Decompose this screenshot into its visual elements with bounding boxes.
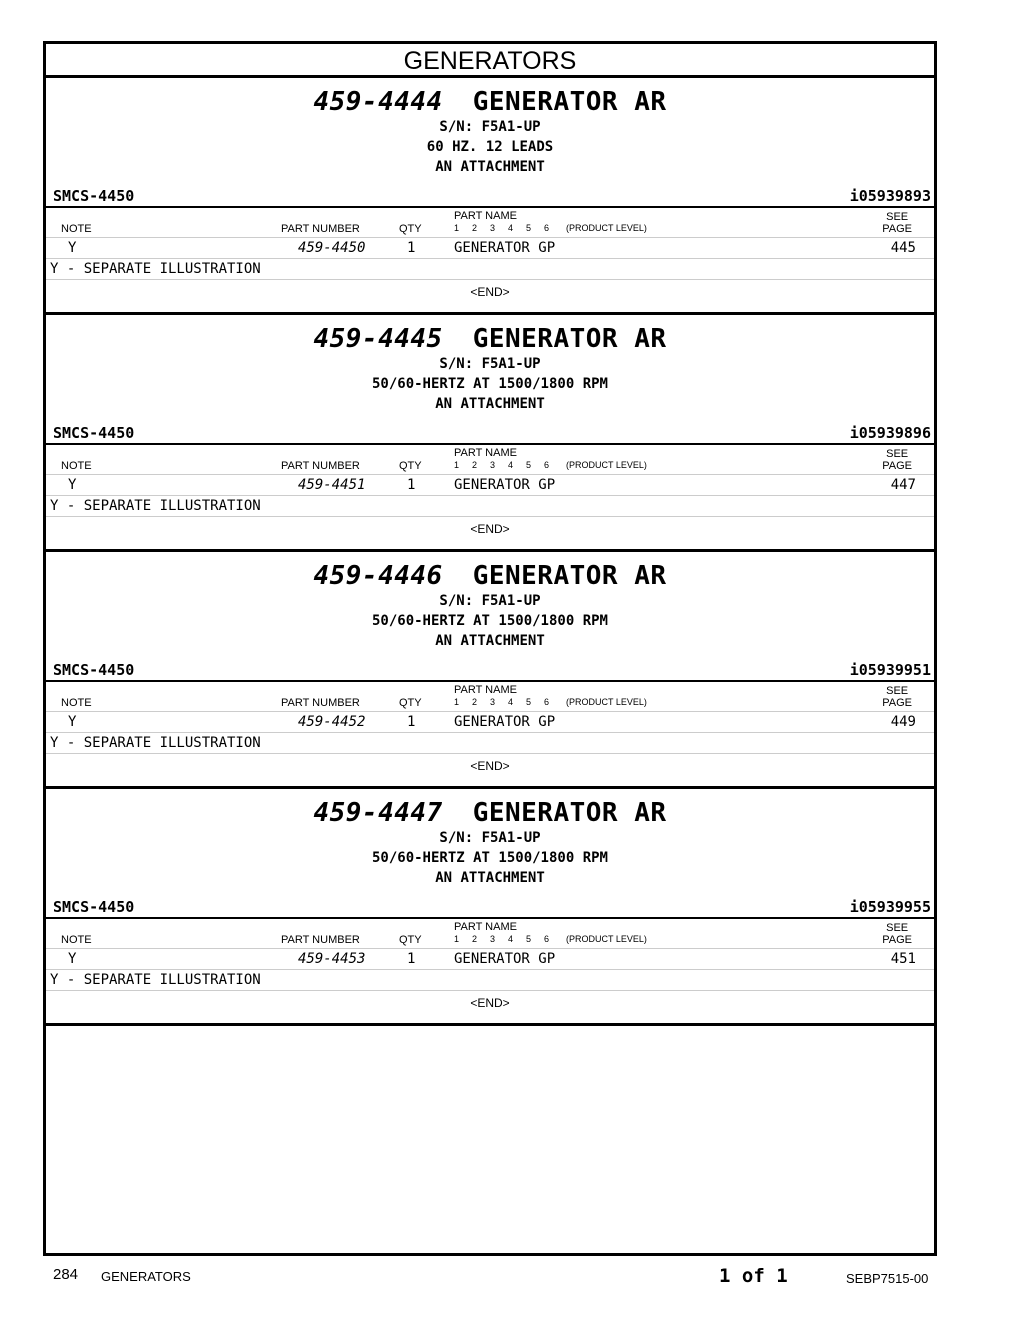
section-end-marker: <END> bbox=[470, 522, 510, 536]
level-1: 1 bbox=[454, 697, 460, 707]
smcs-code: SMCS-4450 bbox=[53, 661, 135, 679]
parts-section bbox=[46, 315, 934, 552]
level-4: 4 bbox=[508, 223, 514, 233]
level-1: 1 bbox=[454, 223, 460, 233]
serial-number-range: S/N: F5A1-UP bbox=[439, 830, 541, 846]
row-part-name: GENERATOR GP bbox=[454, 951, 556, 967]
col-header-qty: QTY bbox=[399, 223, 422, 235]
level-2: 2 bbox=[472, 697, 478, 707]
section-title bbox=[46, 86, 934, 118]
see-label: SEE bbox=[886, 448, 909, 460]
page-label: PAGE bbox=[882, 934, 912, 946]
header-divider bbox=[46, 917, 934, 919]
parts-section bbox=[46, 789, 934, 1026]
level-3: 3 bbox=[490, 460, 496, 470]
section-footnote: Y - SEPARATE ILLUSTRATION bbox=[50, 735, 261, 751]
level-3: 3 bbox=[490, 934, 496, 944]
arrangement-part-number[interactable]: 459-4446 bbox=[313, 561, 443, 591]
header-divider bbox=[46, 680, 934, 682]
row-part-name: GENERATOR GP bbox=[454, 240, 556, 256]
row-part-number[interactable]: 459-4453 bbox=[298, 951, 366, 967]
section-footnote: Y - SEPARATE ILLUSTRATION bbox=[50, 972, 261, 988]
level-5: 5 bbox=[526, 934, 532, 944]
level-2: 2 bbox=[472, 460, 478, 470]
level-4: 4 bbox=[508, 697, 514, 707]
level-6: 6 bbox=[544, 223, 550, 233]
row-see-page[interactable]: 449 bbox=[890, 714, 916, 730]
level-2: 2 bbox=[472, 223, 478, 233]
level-3: 3 bbox=[490, 697, 496, 707]
arrangement-part-number[interactable]: 459-4444 bbox=[313, 87, 443, 117]
level-1: 1 bbox=[454, 934, 460, 944]
level-1: 1 bbox=[454, 460, 460, 470]
level-5: 5 bbox=[526, 697, 532, 707]
see-label: SEE bbox=[886, 922, 909, 934]
product-level-label: (PRODUCT LEVEL) bbox=[566, 223, 647, 233]
smcs-code: SMCS-4450 bbox=[53, 187, 135, 205]
col-header-levels bbox=[454, 459, 647, 471]
row-qty: 1 bbox=[407, 951, 416, 967]
product-level-label: (PRODUCT LEVEL) bbox=[566, 697, 647, 707]
level-4: 4 bbox=[508, 934, 514, 944]
col-header-levels bbox=[454, 696, 647, 708]
row-note: Y bbox=[68, 240, 77, 256]
row-divider bbox=[46, 279, 934, 280]
section-description: 50/60-HERTZ AT 1500/1800 RPM bbox=[371, 376, 608, 392]
row-part-number[interactable]: 459-4452 bbox=[298, 714, 366, 730]
col-header-note: NOTE bbox=[61, 223, 92, 235]
arrangement-part-number[interactable]: 459-4447 bbox=[313, 798, 443, 828]
col-header-part-name: PART NAME bbox=[454, 684, 517, 696]
page-label: PAGE bbox=[882, 460, 912, 472]
level-6: 6 bbox=[544, 460, 550, 470]
row-qty: 1 bbox=[407, 240, 416, 256]
footer-doc-id: SEBP7515-00 bbox=[846, 1271, 929, 1286]
illustration-id: i05939896 bbox=[849, 424, 931, 442]
section-end-marker: <END> bbox=[470, 759, 510, 773]
col-header-part-number: PART NUMBER bbox=[281, 460, 360, 472]
col-header-see-page bbox=[882, 922, 912, 946]
footer-page-number: 284 bbox=[53, 1266, 79, 1283]
serial-number-range: S/N: F5A1-UP bbox=[439, 356, 541, 372]
col-header-note: NOTE bbox=[61, 697, 92, 709]
section-description: 60 HZ. 12 LEADS bbox=[426, 139, 554, 155]
row-part-number[interactable]: 459-4451 bbox=[298, 477, 366, 493]
row-see-page[interactable]: 445 bbox=[890, 240, 916, 256]
parts-section bbox=[46, 552, 934, 789]
col-header-note: NOTE bbox=[61, 934, 92, 946]
header-divider bbox=[46, 206, 934, 208]
section-type: AN ATTACHMENT bbox=[435, 159, 545, 175]
footer-section-name: GENERATORS bbox=[101, 1269, 191, 1284]
section-type: AN ATTACHMENT bbox=[435, 870, 545, 886]
row-see-page[interactable]: 451 bbox=[890, 951, 916, 967]
row-note: Y bbox=[68, 477, 77, 493]
header-divider bbox=[46, 443, 934, 445]
section-type: AN ATTACHMENT bbox=[435, 633, 545, 649]
page-label: PAGE bbox=[882, 223, 912, 235]
col-header-part-name: PART NAME bbox=[454, 447, 517, 459]
illustration-id: i05939893 bbox=[849, 187, 931, 205]
row-qty: 1 bbox=[407, 477, 416, 493]
section-footnote: Y - SEPARATE ILLUSTRATION bbox=[50, 261, 261, 277]
section-description: 50/60-HERTZ AT 1500/1800 RPM bbox=[371, 613, 608, 629]
col-header-part-number: PART NUMBER bbox=[281, 697, 360, 709]
level-4: 4 bbox=[508, 460, 514, 470]
col-header-part-name: PART NAME bbox=[454, 210, 517, 222]
illustration-id: i05939951 bbox=[849, 661, 931, 679]
arrangement-name: GENERATOR AR bbox=[472, 798, 667, 828]
col-header-part-number: PART NUMBER bbox=[281, 934, 360, 946]
col-header-part-number: PART NUMBER bbox=[281, 223, 360, 235]
row-divider bbox=[46, 516, 934, 517]
section-description: 50/60-HERTZ AT 1500/1800 RPM bbox=[371, 850, 608, 866]
row-part-number[interactable]: 459-4450 bbox=[298, 240, 366, 256]
col-header-qty: QTY bbox=[399, 460, 422, 472]
row-see-page[interactable]: 447 bbox=[890, 477, 916, 493]
serial-number-range: S/N: F5A1-UP bbox=[439, 593, 541, 609]
section-type: AN ATTACHMENT bbox=[435, 396, 545, 412]
smcs-code: SMCS-4450 bbox=[53, 898, 135, 916]
footer-page-of: 1 of 1 bbox=[719, 1265, 788, 1287]
product-level-label: (PRODUCT LEVEL) bbox=[566, 460, 647, 470]
see-label: SEE bbox=[886, 211, 909, 223]
col-header-qty: QTY bbox=[399, 934, 422, 946]
parts-section bbox=[46, 78, 934, 315]
section-end-marker: <END> bbox=[470, 285, 510, 299]
col-header-note: NOTE bbox=[61, 460, 92, 472]
col-header-see-page bbox=[882, 448, 912, 472]
see-label: SEE bbox=[886, 685, 909, 697]
row-divider bbox=[46, 990, 934, 991]
arrangement-name: GENERATOR AR bbox=[472, 561, 667, 591]
arrangement-name: GENERATOR AR bbox=[472, 87, 667, 117]
level-6: 6 bbox=[544, 697, 550, 707]
illustration-id: i05939955 bbox=[849, 898, 931, 916]
product-level-label: (PRODUCT LEVEL) bbox=[566, 934, 647, 944]
section-end-marker: <END> bbox=[470, 996, 510, 1010]
row-qty: 1 bbox=[407, 714, 416, 730]
level-6: 6 bbox=[544, 934, 550, 944]
section-title bbox=[46, 323, 934, 355]
smcs-code: SMCS-4450 bbox=[53, 424, 135, 442]
row-part-name: GENERATOR GP bbox=[454, 714, 556, 730]
section-title bbox=[46, 560, 934, 592]
col-header-see-page bbox=[882, 685, 912, 709]
row-part-name: GENERATOR GP bbox=[454, 477, 556, 493]
level-5: 5 bbox=[526, 223, 532, 233]
section-footnote: Y - SEPARATE ILLUSTRATION bbox=[50, 498, 261, 514]
page-title: GENERATORS bbox=[46, 44, 934, 78]
col-header-part-name: PART NAME bbox=[454, 921, 517, 933]
arrangement-name: GENERATOR AR bbox=[472, 324, 667, 354]
level-3: 3 bbox=[490, 223, 496, 233]
serial-number-range: S/N: F5A1-UP bbox=[439, 119, 541, 135]
level-2: 2 bbox=[472, 934, 478, 944]
row-note: Y bbox=[68, 951, 77, 967]
page-label: PAGE bbox=[882, 697, 912, 709]
row-note: Y bbox=[68, 714, 77, 730]
parts-page-frame bbox=[43, 41, 937, 1256]
col-header-levels bbox=[454, 222, 647, 234]
row-divider bbox=[46, 753, 934, 754]
arrangement-part-number[interactable]: 459-4445 bbox=[313, 324, 443, 354]
col-header-qty: QTY bbox=[399, 697, 422, 709]
section-title bbox=[46, 797, 934, 829]
sections-container bbox=[46, 78, 934, 1026]
col-header-levels bbox=[454, 933, 647, 945]
level-5: 5 bbox=[526, 460, 532, 470]
col-header-see-page bbox=[882, 211, 912, 235]
